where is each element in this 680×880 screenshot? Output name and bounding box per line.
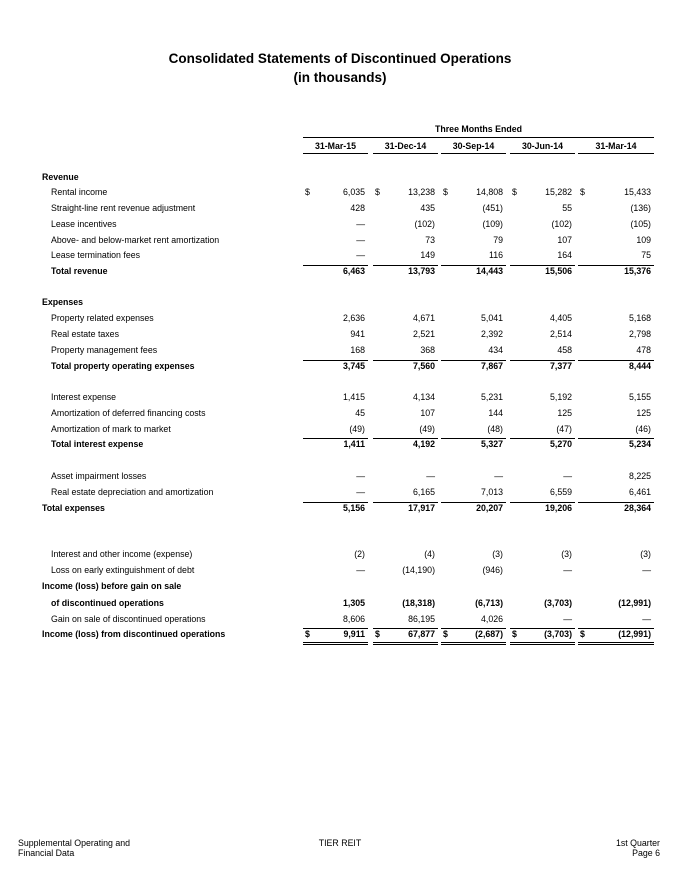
table-cell: [578, 235, 654, 248]
dollar-sign: $: [580, 629, 585, 639]
table-cell: [510, 487, 575, 500]
table-cell: [373, 614, 438, 627]
table-cell: [373, 235, 438, 248]
table-cell: [373, 549, 438, 562]
column-header: 31-Dec-14: [373, 141, 438, 154]
row-label: Rental income: [51, 187, 108, 197]
cell-value: 164: [557, 250, 572, 260]
table-cell: [578, 219, 654, 232]
dollar-sign: $: [512, 187, 517, 197]
table-cell: [578, 265, 654, 279]
table-row: [0, 345, 680, 359]
cell-value: (6,713): [475, 598, 503, 608]
table-cell: [441, 438, 506, 452]
table-cell: [373, 360, 438, 374]
table-cell: [510, 502, 575, 516]
cell-value: 109: [636, 235, 651, 245]
section-heading-revenue: Revenue: [42, 172, 79, 182]
table-cell: [373, 408, 438, 421]
dollar-sign: $: [443, 187, 448, 197]
table-cell: [510, 408, 575, 421]
cell-value: 67,877: [408, 629, 435, 639]
cell-value: (4): [424, 549, 435, 559]
cell-value: 116: [488, 250, 503, 260]
table-cell: [303, 235, 368, 248]
table-cell: [510, 598, 575, 611]
table-row: [0, 487, 680, 501]
table-cell: [510, 235, 575, 248]
table-cell: [373, 219, 438, 232]
row-label: Interest expense: [51, 392, 117, 402]
table-cell: [510, 329, 575, 342]
dollar-sign: $: [443, 629, 448, 639]
table-cell: [578, 329, 654, 342]
cell-value: 6,035: [342, 187, 365, 197]
row-label: Real estate depreciation and amortization: [51, 487, 214, 497]
cell-value: 941: [350, 329, 365, 339]
cell-value: 7,013: [480, 487, 503, 497]
cell-value: 458: [557, 345, 572, 355]
table-cell: [510, 187, 575, 200]
cell-value: (3,703): [544, 598, 572, 608]
table-cell: [303, 438, 368, 452]
row-label: Straight-line rent revenue adjustment: [51, 203, 196, 213]
table-cell: [578, 424, 654, 437]
dollar-sign: $: [580, 187, 585, 197]
footer-center: TIER REIT: [318, 838, 362, 848]
row-label: Income (loss) from discontinued operations: [42, 629, 226, 639]
cell-value: (102): [414, 219, 435, 229]
cell-value: 107: [420, 408, 435, 418]
table-cell: [373, 313, 438, 326]
table-row: [0, 565, 680, 579]
table-cell: [303, 424, 368, 437]
row-label: Lease termination fees: [51, 250, 140, 260]
table-cell: [510, 628, 575, 645]
table-cell: [441, 614, 506, 627]
cell-value: 5,156: [342, 503, 365, 513]
cell-value: 14,808: [476, 187, 503, 197]
dollar-sign: $: [375, 629, 380, 639]
cell-value: (46): [635, 424, 651, 434]
table-cell: [578, 345, 654, 358]
table-cell: [510, 549, 575, 562]
table-cell: [441, 549, 506, 562]
cell-value: 15,506: [545, 266, 572, 276]
table-cell: [303, 250, 368, 263]
cell-value: 45: [355, 408, 365, 418]
table-cell: [578, 438, 654, 452]
row-label: Total expenses: [42, 503, 105, 513]
table-cell: [303, 471, 368, 484]
cell-value: 428: [350, 203, 365, 213]
table-cell: [578, 598, 654, 611]
row-label: Property management fees: [51, 345, 158, 355]
cell-value: 75: [641, 250, 651, 260]
table-cell: [373, 471, 438, 484]
cell-value: 9,911: [343, 629, 365, 639]
cell-value: 15,282: [545, 187, 572, 197]
table-cell: [578, 392, 654, 405]
cell-value: 478: [636, 345, 651, 355]
row-label: Above- and below-market rent amortization: [51, 235, 220, 245]
cell-value: 6,559: [549, 487, 572, 497]
table-cell: [303, 203, 368, 216]
table-cell: [441, 313, 506, 326]
table-cell: [441, 329, 506, 342]
row-label: Amortization of mark to market: [51, 424, 171, 434]
table-cell: [441, 565, 506, 578]
table-cell: [510, 438, 575, 452]
cell-value: 2,636: [342, 313, 365, 323]
column-header: 30-Sep-14: [441, 141, 506, 154]
table-cell: [303, 565, 368, 578]
cell-value: 435: [420, 203, 435, 213]
table-cell: [303, 487, 368, 500]
table-cell: [441, 187, 506, 200]
cell-value: 149: [420, 250, 435, 260]
cell-value: (3): [561, 549, 572, 559]
table-cell: [373, 329, 438, 342]
table-cell: [578, 565, 654, 578]
table-row: [0, 235, 680, 249]
cell-value: 5,231: [480, 392, 503, 402]
row-label: Asset impairment losses: [51, 471, 147, 481]
group-header-rule: [303, 137, 654, 138]
table-cell: [373, 250, 438, 263]
cell-value: 4,671: [412, 313, 435, 323]
table-row: [0, 408, 680, 422]
cell-value: 144: [488, 408, 503, 418]
cell-value: —: [563, 565, 572, 575]
table-cell: [441, 598, 506, 611]
table-row: [0, 266, 680, 280]
table-cell: [303, 329, 368, 342]
cell-value: (105): [630, 219, 651, 229]
cell-value: 73: [425, 235, 435, 245]
dollar-sign: $: [375, 187, 380, 197]
section-heading-expenses: Expenses: [42, 297, 84, 307]
cell-value: (12,991): [618, 629, 651, 639]
table-row: [0, 439, 680, 453]
row-label: Amortization of deferred financing costs: [51, 408, 206, 418]
table-cell: [373, 438, 438, 452]
table-cell: [510, 424, 575, 437]
cell-value: —: [563, 471, 572, 481]
cell-value: (3,703): [544, 629, 572, 639]
table-cell: [303, 502, 368, 516]
cell-value: 5,327: [480, 439, 503, 449]
cell-value: —: [563, 614, 572, 624]
cell-value: (49): [349, 424, 365, 434]
table-cell: [578, 471, 654, 484]
row-label: of discontinued operations: [51, 598, 164, 608]
cell-value: 2,392: [480, 329, 503, 339]
cell-value: 1,411: [343, 439, 365, 449]
row-label: Gain on sale of discontinued operations: [51, 614, 206, 624]
footer-right: 1st Quarter Page 6: [615, 838, 660, 858]
table-row: [0, 424, 680, 438]
table-cell: [373, 487, 438, 500]
table-cell: [441, 265, 506, 279]
table-row: [0, 549, 680, 563]
table-cell: [578, 313, 654, 326]
cell-value: 5,234: [628, 439, 651, 449]
cell-value: —: [642, 614, 651, 624]
table-row: [0, 361, 680, 375]
table-cell: [441, 219, 506, 232]
cell-value: (48): [487, 424, 503, 434]
cell-value: 5,168: [628, 313, 651, 323]
table-cell: [510, 360, 575, 374]
dollar-sign: $: [305, 629, 310, 639]
cell-value: 7,560: [412, 361, 435, 371]
cell-value: 15,433: [624, 187, 651, 197]
table-cell: [373, 392, 438, 405]
row-label: Lease incentives: [51, 219, 117, 229]
table-cell: [510, 219, 575, 232]
table-cell: [373, 628, 438, 645]
table-cell: [441, 392, 506, 405]
table-cell: [303, 360, 368, 374]
cell-value: —: [356, 565, 365, 575]
cell-value: (3): [492, 549, 503, 559]
table-cell: [510, 250, 575, 263]
cell-value: (109): [482, 219, 503, 229]
table-row: [0, 503, 680, 517]
table-cell: [373, 203, 438, 216]
table-cell: [303, 392, 368, 405]
column-header: 31-Mar-14: [578, 141, 654, 154]
table-cell: [578, 360, 654, 374]
dollar-sign: $: [305, 187, 310, 197]
table-row: [0, 581, 680, 595]
table-cell: [441, 250, 506, 263]
table-cell: [303, 549, 368, 562]
table-cell: [441, 502, 506, 516]
row-label: Real estate taxes: [51, 329, 119, 339]
table-cell: [303, 313, 368, 326]
cell-value: 4,192: [412, 439, 435, 449]
cell-value: 4,405: [549, 313, 572, 323]
cell-value: 4,134: [412, 392, 435, 402]
dollar-sign: $: [512, 629, 517, 639]
cell-value: —: [356, 487, 365, 497]
cell-value: (946): [482, 565, 503, 575]
cell-value: 107: [557, 235, 572, 245]
table-cell: [578, 408, 654, 421]
table-row: [0, 471, 680, 485]
row-label: Income (loss) before gain on sale: [42, 581, 182, 591]
table-row: [0, 187, 680, 201]
cell-value: 13,238: [408, 187, 435, 197]
cell-value: 2,798: [628, 329, 651, 339]
cell-value: (47): [556, 424, 572, 434]
cell-value: 15,376: [624, 266, 651, 276]
table-row: [0, 219, 680, 233]
column-header: 31-Mar-15: [303, 141, 368, 154]
row-label: Total revenue: [51, 266, 108, 276]
cell-value: 8,225: [628, 471, 651, 481]
table-cell: [303, 265, 368, 279]
cell-value: 79: [493, 235, 503, 245]
table-cell: [578, 549, 654, 562]
table-cell: [373, 424, 438, 437]
cell-value: —: [642, 565, 651, 575]
page-title: Consolidated Statements of Discontinued Operations: [168, 51, 512, 66]
table-cell: [441, 628, 506, 645]
table-cell: [441, 345, 506, 358]
table-cell: [441, 360, 506, 374]
cell-value: 434: [488, 345, 503, 355]
table-cell: [578, 250, 654, 263]
table-cell: [303, 628, 368, 645]
table-cell: [303, 581, 368, 594]
cell-value: 28,364: [624, 503, 651, 513]
cell-value: 17,917: [408, 503, 435, 513]
table-cell: [510, 203, 575, 216]
table-cell: [578, 581, 654, 594]
cell-value: 2,514: [549, 329, 572, 339]
cell-value: —: [494, 471, 503, 481]
table-cell: [373, 265, 438, 279]
cell-value: (2): [354, 549, 365, 559]
table-cell: [441, 424, 506, 437]
cell-value: (14,190): [402, 565, 435, 575]
table-cell: [510, 614, 575, 627]
table-row: [0, 614, 680, 628]
cell-value: (2,687): [475, 629, 503, 639]
table-row: [0, 203, 680, 217]
cell-value: 19,206: [545, 503, 572, 513]
row-label: Interest and other income (expense): [51, 549, 193, 559]
table-cell: [510, 471, 575, 484]
table-cell: [510, 392, 575, 405]
table-row: [0, 313, 680, 327]
cell-value: 55: [562, 203, 572, 213]
table-row: [0, 392, 680, 406]
cell-value: 125: [636, 408, 651, 418]
cell-value: (451): [482, 203, 503, 213]
cell-value: 2,521: [412, 329, 435, 339]
table-cell: [441, 408, 506, 421]
cell-value: —: [356, 235, 365, 245]
table-cell: [578, 203, 654, 216]
table-cell: [510, 345, 575, 358]
cell-value: —: [356, 219, 365, 229]
table-cell: [510, 313, 575, 326]
cell-value: —: [356, 250, 365, 260]
row-label: Loss on early extinguishment of debt: [51, 565, 195, 575]
cell-value: (49): [419, 424, 435, 434]
table-cell: [373, 598, 438, 611]
cell-value: 5,270: [549, 439, 572, 449]
cell-value: 1,305: [342, 598, 365, 608]
row-label: Total property operating expenses: [51, 361, 195, 371]
table-cell: [373, 187, 438, 200]
cell-value: —: [426, 471, 435, 481]
cell-value: 368: [420, 345, 435, 355]
table-row: [0, 629, 680, 643]
table-row: [0, 598, 680, 612]
table-cell: [373, 581, 438, 594]
footer-left: Supplemental Operating and Financial Data: [18, 838, 130, 858]
table-row: [0, 329, 680, 343]
cell-value: (102): [551, 219, 572, 229]
cell-value: (3): [640, 549, 651, 559]
table-cell: [510, 565, 575, 578]
cell-value: 1,415: [342, 392, 365, 402]
table-cell: [441, 471, 506, 484]
cell-value: 8,606: [342, 614, 365, 624]
cell-value: 6,461: [628, 487, 651, 497]
cell-value: (136): [630, 203, 651, 213]
table-cell: [373, 565, 438, 578]
table-cell: [510, 265, 575, 279]
table-cell: [303, 219, 368, 232]
row-label: Total interest expense: [51, 439, 144, 449]
cell-value: 5,155: [628, 392, 651, 402]
table-cell: [441, 581, 506, 594]
table-cell: [373, 502, 438, 516]
cell-value: 7,377: [549, 361, 572, 371]
cell-value: 13,793: [408, 266, 435, 276]
cell-value: 3,745: [342, 361, 365, 371]
cell-value: 6,463: [342, 266, 365, 276]
table-cell: [441, 487, 506, 500]
table-cell: [303, 187, 368, 200]
table-cell: [578, 187, 654, 200]
table-cell: [578, 502, 654, 516]
table-cell: [578, 628, 654, 645]
cell-value: 5,192: [549, 392, 572, 402]
table-cell: [303, 598, 368, 611]
table-cell: [441, 235, 506, 248]
cell-value: 125: [557, 408, 572, 418]
cell-value: 8,444: [628, 361, 651, 371]
cell-value: —: [356, 471, 365, 481]
cell-value: 14,443: [476, 266, 503, 276]
table-cell: [303, 614, 368, 627]
table-cell: [441, 203, 506, 216]
table-cell: [578, 487, 654, 500]
cell-value: 168: [350, 345, 365, 355]
table-cell: [303, 408, 368, 421]
cell-value: 6,165: [412, 487, 435, 497]
column-group-header: Three Months Ended: [435, 124, 522, 134]
cell-value: 5,041: [480, 313, 503, 323]
page-subtitle: (in thousands): [293, 70, 387, 85]
table-row: [0, 250, 680, 264]
cell-value: 7,867: [480, 361, 503, 371]
cell-value: (18,318): [402, 598, 435, 608]
table-cell: [373, 345, 438, 358]
cell-value: 20,207: [476, 503, 503, 513]
cell-value: (12,991): [618, 598, 651, 608]
table-cell: [510, 581, 575, 594]
cell-value: 86,195: [408, 614, 435, 624]
column-header: 30-Jun-14: [510, 141, 575, 154]
table-cell: [578, 614, 654, 627]
cell-value: 4,026: [480, 614, 503, 624]
row-label: Property related expenses: [51, 313, 154, 323]
table-cell: [303, 345, 368, 358]
